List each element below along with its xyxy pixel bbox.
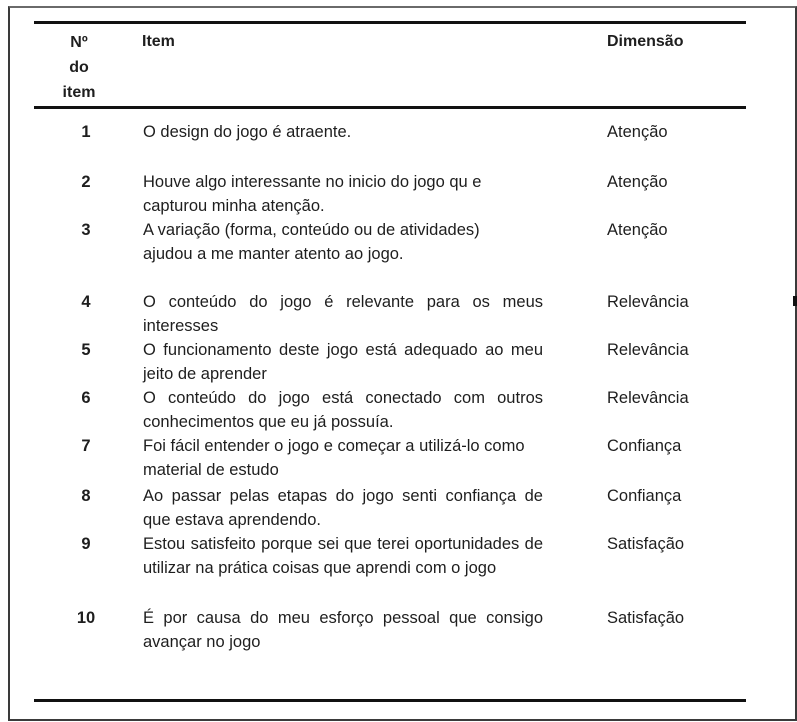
border-tick-mark xyxy=(793,296,797,306)
table-bottom-rule xyxy=(34,699,746,702)
header-dimension: Dimensão xyxy=(607,33,684,50)
row-number: 7 xyxy=(81,437,91,455)
row-dimension: Satisfação xyxy=(607,609,685,627)
row-dimension: Atenção xyxy=(607,221,668,239)
row-item-text: Foi fácil entender o jogo e começar a utilizá-lo como material de estudo xyxy=(143,437,525,479)
row-number: 1 xyxy=(81,123,91,141)
row-dimension: Satisfação xyxy=(607,535,685,553)
row-item-text: O design do jogo é atraente. xyxy=(143,123,352,141)
row-item-text: Houve algo interessante no inicio do jogo qu e capturou minha atenção. xyxy=(143,173,482,215)
row-dimension: Confiança xyxy=(607,487,682,505)
row-number: 4 xyxy=(81,293,91,311)
row-number: 10 xyxy=(76,609,96,627)
row-number: 6 xyxy=(81,389,91,407)
row-dimension: Confiança xyxy=(607,437,682,455)
row-item-text: O conteúdo do jogo é relevante para os meus interesses xyxy=(143,293,543,335)
row-number: 9 xyxy=(81,535,91,553)
row-item-text: Ao passar pelas etapas do jogo senti confiança de que estava aprendendo. xyxy=(143,487,543,529)
row-number: 2 xyxy=(81,173,91,191)
row-number: 5 xyxy=(81,341,91,359)
header-number-line-2: do xyxy=(69,59,89,76)
row-dimension: Relevância xyxy=(607,293,689,311)
row-dimension: Relevância xyxy=(607,341,689,359)
header-item: Item xyxy=(142,33,175,50)
row-item-text: O conteúdo do jogo está conectado com outros conhecimentos que eu já possuía. xyxy=(143,389,543,431)
row-dimension: Atenção xyxy=(607,173,668,191)
table-top-rule xyxy=(34,21,746,24)
header-item-number xyxy=(44,30,114,105)
row-number: 3 xyxy=(81,221,91,239)
table-header-rule xyxy=(34,106,746,109)
row-item-text: Estou satisfeito porque sei que terei oportunidades de utilizar na prática coisas que aprendi com o jogo xyxy=(143,535,543,577)
header-number-line-3: item xyxy=(62,84,96,101)
row-item-text: O funcionamento deste jogo está adequado ao meu jeito de aprender xyxy=(143,341,543,383)
row-item-text: A variação (forma, conteúdo ou de atividades) ajudou a me manter atento ao jogo. xyxy=(143,221,480,263)
row-number: 8 xyxy=(81,487,91,505)
row-item-text: É por causa do meu esforço pessoal que consigo avançar no jogo xyxy=(143,609,543,651)
row-dimension: Relevância xyxy=(607,389,689,407)
row-dimension: Atenção xyxy=(607,123,668,141)
header-number-line-1: Nº xyxy=(70,34,88,51)
